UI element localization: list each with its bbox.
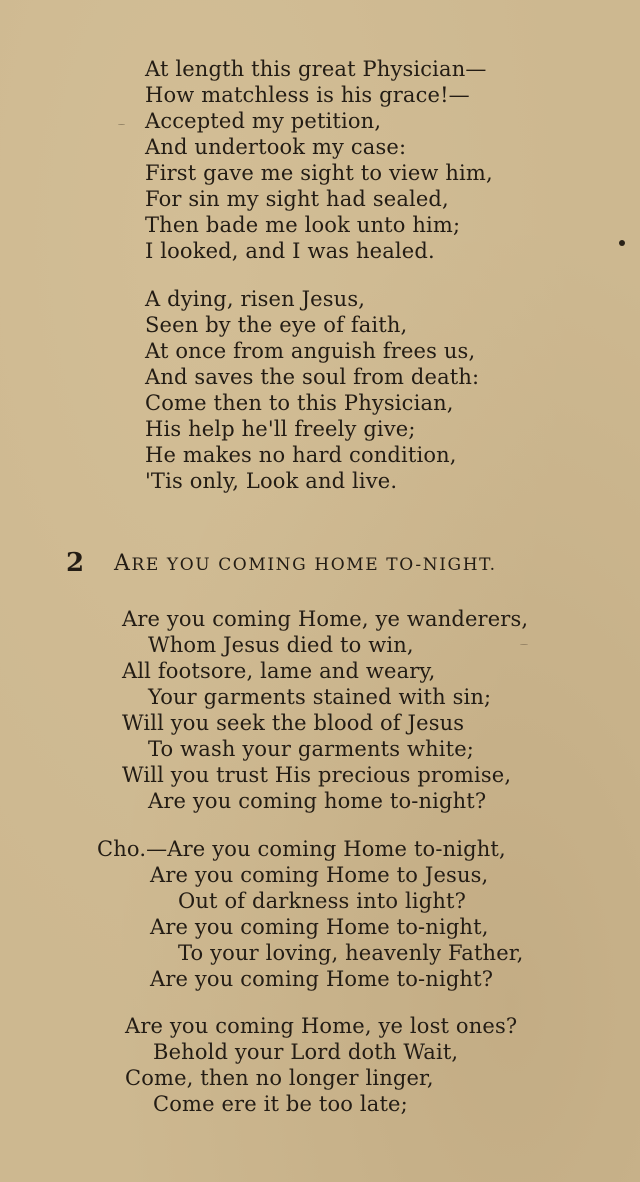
verse-1-line-4: Your garments stained with sin; [148, 685, 492, 709]
chorus-line-2: Are you coming Home to Jesus, [150, 863, 489, 887]
stanza-b-line-1: A dying, risen Jesus, [145, 287, 366, 311]
verse-1-line-1: Are you coming Home, ye wanderers, [122, 607, 529, 631]
verse-1-line-6: To wash your garments white; [148, 737, 475, 761]
verse-2-line-2: Behold your Lord doth Wait, [153, 1040, 459, 1064]
stanza-a-line-6: For sin my sight had sealed, [145, 187, 449, 211]
stanza-b-line-6: His help he'll freely give; [145, 417, 416, 441]
chorus-line-5: To your loving, heavenly Father, [178, 941, 524, 965]
hymn-title [114, 551, 497, 576]
verse-2-line-1: Are you coming Home, ye lost ones? [125, 1014, 518, 1038]
ink-speck [118, 124, 125, 125]
verse-2-line-4: Come ere it be too late; [153, 1092, 408, 1116]
stanza-b-line-2: Seen by the eye of faith, [145, 313, 408, 337]
chorus-line-3: Out of darkness into light? [178, 889, 467, 913]
verse-1-line-2: Whom Jesus died to win, [148, 633, 414, 657]
verse-1-line-3: All footsore, lame and weary, [122, 659, 436, 683]
verse-1-line-8: Are you coming home to-night? [148, 789, 487, 813]
stanza-a-line-1: At length this great Physician— [145, 57, 487, 81]
chorus-line-4: Are you coming Home to-night, [150, 915, 489, 939]
stanza-b-line-7: He makes no hard condition, [145, 443, 457, 467]
hymn-title-rest: RE YOU COMING HOME TO-NIGHT. [131, 555, 497, 575]
stanza-b-line-5: Come then to this Physician, [145, 391, 454, 415]
chorus-line-6: Are you coming Home to-night? [150, 967, 494, 991]
stanza-b-line-3: At once from anguish frees us, [145, 339, 476, 363]
hymn-number: 2 [66, 548, 85, 578]
ink-speck [619, 240, 625, 246]
verse-1-line-7: Will you trust His precious promise, [122, 763, 512, 787]
stanza-a-line-7: Then bade me look unto him; [145, 213, 461, 237]
hymn-title-initial: A [114, 551, 132, 576]
stanza-a-line-3: Accepted my petition, [145, 109, 382, 133]
verse-2-line-3: Come, then no longer linger, [125, 1066, 434, 1090]
stanza-a-line-4: And undertook my case: [145, 135, 407, 159]
stanza-a-line-2: How matchless is his grace!— [145, 83, 470, 107]
chorus-line-1: Cho.—Are you coming Home to-night, [97, 837, 506, 861]
stanza-a-line-5: First gave me sight to view him, [145, 161, 493, 185]
stanza-a-line-8: I looked, and I was healed. [145, 239, 435, 263]
stanza-b-line-8: 'Tis only, Look and live. [145, 469, 398, 493]
stanza-b-line-4: And saves the soul from death: [145, 365, 480, 389]
verse-1-line-5: Will you seek the blood of Jesus [122, 711, 465, 735]
ink-speck [520, 644, 528, 645]
